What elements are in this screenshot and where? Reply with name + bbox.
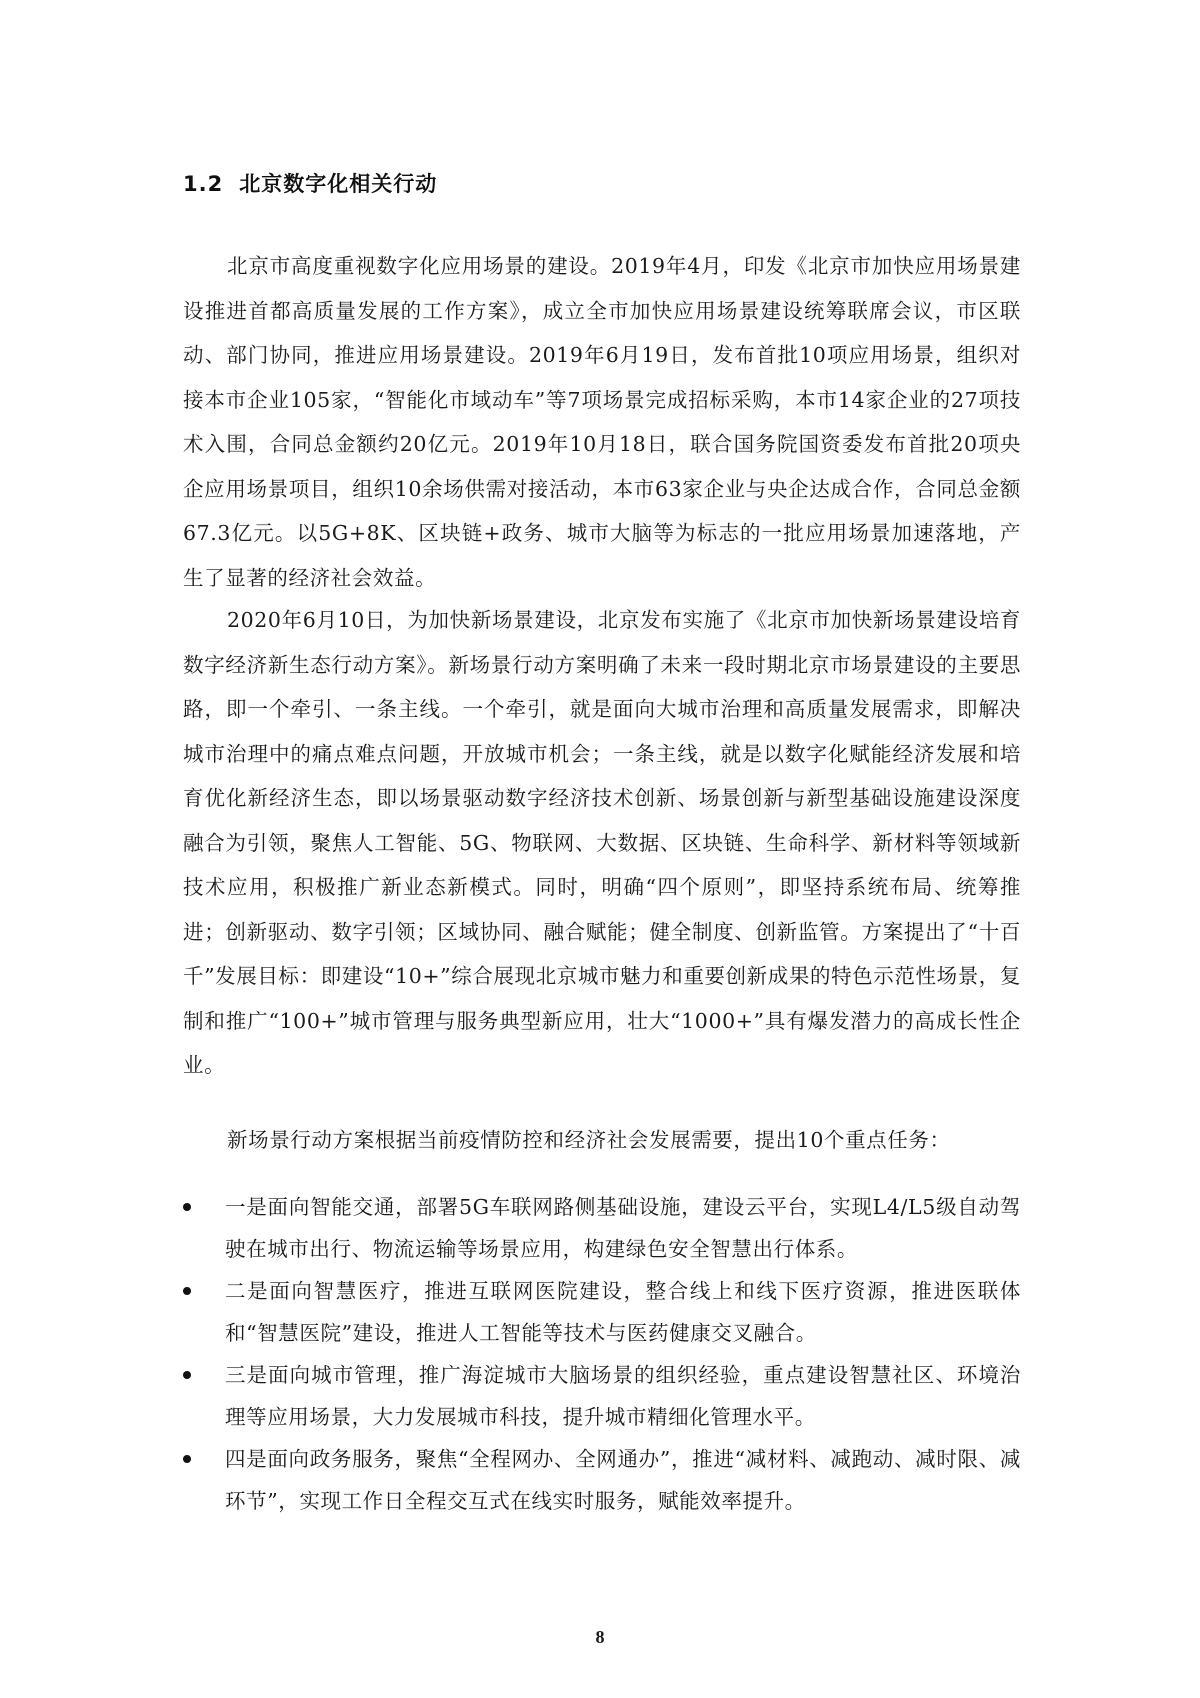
body-paragraph: 2020年6月10日，为加快新场景建设，北京发布实施了《北京市加快新场景建设培育数字经济新生态行动方案》。新场景行动方案明确了未来一段时期北京市场景建设的主要思路，即一个牵引、一条主线。一个牵引，就是面向大城市治理和高质量发展需求，即解决城市治理中的痛点难点问题，开放城市机会；一条主线，就是以数字化赋能经济发展和培育优化新经济生态，即以场景驱动数字经济技术创新、场景创新与新型基础设施建设深度融合为引领，聚焦人工智能、5G、物联网、大数据、区块链、生命科学、新材料等领域新技术应用，积极推广新业态新模式。同时，明确“四个原则”，即坚持系统布局、统筹推进；创新驱动、数字引领；区域协同、融合赋能；健全制度、创新监管。方案提出了“十百千”发展目标：即建设“10+”综合展现北京城市魅力和重要创新成果的特色示范性场景，复制和推广“100+”城市管理与服务典型新应用，壮大“1000+”具有爆发潜力的高成长性企业。 xyxy=(183,608,1021,1077)
task-list xyxy=(183,1186,1021,1522)
list-item-text: 三是面向城市管理，推广海淀城市大脑场景的组织经验，重点建设智慧社区、环境治理等应用场景，大力发展城市科技，提升城市精细化管理水平。 xyxy=(225,1363,1021,1429)
list-item-text: 二是面向智慧医疗，推进互联网医院建设，整合线上和线下医疗资源，推进医联体和“智慧医院”建设，推进人工智能等技术与医药健康交叉融合。 xyxy=(225,1279,1021,1345)
section-title: 北京数字化相关行动 xyxy=(239,172,438,196)
bullet-icon xyxy=(183,1287,191,1295)
body-paragraph: 新场景行动方案根据当前疫情防控和经济社会发展需要，提出10个重点任务： xyxy=(227,1128,951,1152)
body-paragraph: 北京市高度重视数字化应用场景的建设。2019年4月，印发《北京市加快应用场景建设推进首都高质量发展的工作方案》，成立全市加快应用场景建设统筹联席会议，市区联动、部门协同，推进应用场景建设。2019年6月19日，发布首批10项应用场景，组织对接本市企业105家，“智能化市域动车”等7项场景完成招标采购，本市14家企业的27项技术入围，合同总金额约20亿元。2019年10月18日，联合国务院国资委发布首批20项央企应用场景项目，组织10余场供需对接活动，本市63家企业与央企达成合作，合同总金额67.3亿元。以5G+8K、区块链+政务、城市大脑等为标志的一批应用场景加速落地，产生了显著的经济社会效益。 xyxy=(183,254,1021,590)
list-item xyxy=(183,1270,1021,1354)
list-item-text: 四是面向政务服务，聚焦“全程网办、全网通办”，推进“减材料、减跑动、减时限、减环节”，实现工作日全程交互式在线实时服务，赋能效率提升。 xyxy=(225,1447,1021,1513)
list-item xyxy=(183,1354,1021,1438)
list-item-text: 一是面向智能交通，部署5G车联网路侧基础设施，建设云平台，实现L4/L5级自动驾驶在城市出行、物流运输等场景应用，构建绿色安全智慧出行体系。 xyxy=(225,1195,1021,1261)
list-item xyxy=(183,1186,1021,1270)
section-heading xyxy=(183,168,437,198)
page-number: 8 xyxy=(595,1627,605,1647)
list-item xyxy=(183,1438,1021,1522)
section-number: 1.2 xyxy=(183,172,224,196)
bullet-icon xyxy=(183,1455,191,1463)
bullet-icon xyxy=(183,1203,191,1211)
bullet-icon xyxy=(183,1371,191,1379)
